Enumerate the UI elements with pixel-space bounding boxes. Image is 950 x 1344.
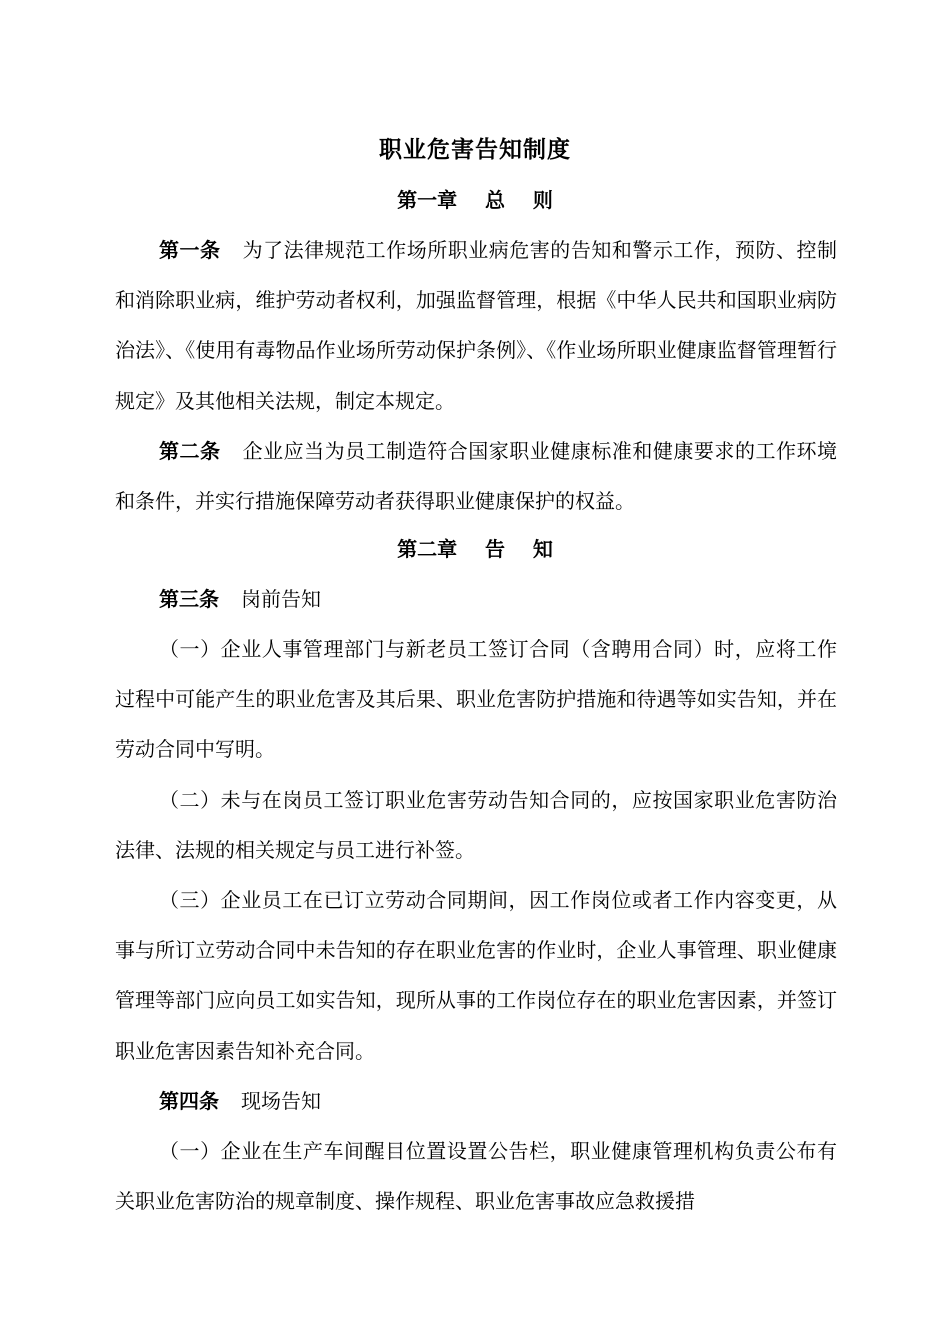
article-2-label: 第二条 bbox=[159, 439, 221, 463]
article-1-label: 第一条 bbox=[159, 238, 221, 262]
article-1-text: 为了法律规范工作场所职业病危害的告知和警示工作，预防、控制和消除职业病，维护劳动者权利，加强监督管理，根据《中华人民共和国职业病防治法》、《使用有毒物品作业场所劳动保护条例》、《作业场所职业健康监督管理暂行规定》及其他相关法规，制定本规定。 bbox=[115, 238, 838, 413]
article-1-paragraph bbox=[115, 225, 837, 426]
clause-4-1: （一）企业在生产车间醒目位置设置公告栏，职业健康管理机构负责公布有关职业危害防治的规章制度、操作规程、职业危害事故应急救援措 bbox=[115, 1139, 837, 1214]
article-3-text: 岗前告知 bbox=[241, 587, 321, 611]
clause-3-3: （三）企业员工在已订立劳动合同期间，因工作岗位或者工作内容变更，从事与所订立劳动合同中未告知的存在职业危害的作业时，企业人事管理、职业健康管理等部门应向员工如实告知，现所从事的工作岗位存在的职业危害因素，并签订职业危害因素告知补充合同。 bbox=[115, 888, 837, 1063]
article-3-paragraph bbox=[115, 574, 837, 624]
chapter-2-heading: 第二章 告 知 bbox=[397, 537, 553, 561]
chapter-1-heading: 第一章 总 则 bbox=[397, 188, 553, 212]
article-4-label: 第四条 bbox=[159, 1089, 219, 1113]
document-title: 职业危害告知制度 bbox=[379, 136, 571, 163]
article-4-text: 现场告知 bbox=[241, 1089, 321, 1113]
clause-3-2: （二）未与在岗员工签订职业危害劳动告知合同的，应按国家职业危害防治法律、法规的相关规定与员工进行补签。 bbox=[115, 788, 837, 863]
article-2-paragraph bbox=[115, 426, 837, 526]
article-4-paragraph bbox=[115, 1076, 837, 1126]
article-3-label: 第三条 bbox=[159, 587, 219, 611]
article-2-text: 企业应当为员工制造符合国家职业健康标准和健康要求的工作环境和条件，并实行措施保障劳动者获得职业健康保护的权益。 bbox=[115, 439, 838, 514]
clause-3-1: （一）企业人事管理部门与新老员工签订合同（含聘用合同）时，应将工作过程中可能产生的职业危害及其后果、职业危害防护措施和待遇等如实告知，并在劳动合同中写明。 bbox=[115, 637, 837, 762]
